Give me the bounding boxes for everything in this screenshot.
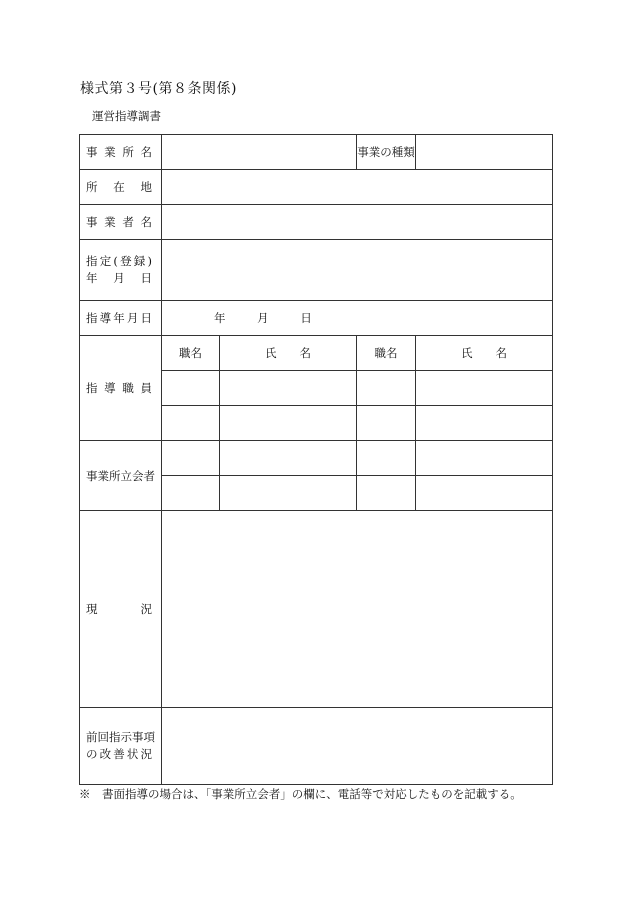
label-location: 所 在 地: [80, 170, 162, 205]
staff-title-cell[interactable]: [162, 406, 220, 441]
staff-col-name-1: 氏 名: [220, 336, 357, 371]
witness-title-cell[interactable]: [162, 476, 220, 511]
witness-name-cell[interactable]: [416, 476, 553, 511]
field-improvement-status[interactable]: [162, 708, 553, 785]
label-improvement-status: 前回指示事項 の 改 善 状 況: [80, 708, 162, 785]
field-service-type[interactable]: [416, 135, 553, 170]
form-number: 様式第３号(第８条関係): [80, 81, 237, 97]
staff-name-cell[interactable]: [220, 406, 357, 441]
field-guidance-date[interactable]: [162, 301, 553, 336]
label-office-name: 事 業 所 名: [80, 135, 162, 170]
guidance-year-unit: 年: [214, 311, 226, 325]
guidance-form-table: [79, 134, 553, 785]
staff-title-cell[interactable]: [357, 371, 416, 406]
label-operator-name: 事 業 者 名: [80, 205, 162, 240]
guidance-month-unit: 月: [257, 311, 269, 325]
staff-col-name-2: 氏 名: [416, 336, 553, 371]
field-current-status[interactable]: [162, 511, 553, 708]
staff-col-title-2: 職名: [357, 336, 416, 371]
staff-name-cell[interactable]: [416, 371, 553, 406]
staff-name-cell[interactable]: [220, 371, 357, 406]
document-title: 運営指導調書: [92, 109, 161, 123]
witness-title-cell[interactable]: [357, 441, 416, 476]
staff-title-cell[interactable]: [357, 406, 416, 441]
guidance-day-unit: 日: [300, 311, 312, 325]
field-operator-name[interactable]: [162, 205, 553, 240]
staff-col-title-1: 職名: [162, 336, 220, 371]
label-service-type: 事業の種類: [357, 135, 416, 170]
label-current-status: 現 況: [80, 511, 162, 708]
label-guidance-date: 指 導 年 月 日: [80, 301, 162, 336]
field-designation-date[interactable]: [162, 240, 553, 301]
label-witness: 事業所立会者: [80, 441, 162, 511]
staff-name-cell[interactable]: [416, 406, 553, 441]
field-location[interactable]: [162, 170, 553, 205]
witness-name-cell[interactable]: [416, 441, 553, 476]
witness-title-cell[interactable]: [357, 476, 416, 511]
field-office-name[interactable]: [162, 135, 357, 170]
label-designation-date: 指 定 ( 登 録 ) 年 月 日: [80, 240, 162, 301]
label-guidance-staff: 指 導 職 員: [80, 336, 162, 441]
witness-title-cell[interactable]: [162, 441, 220, 476]
witness-name-cell[interactable]: [220, 476, 357, 511]
staff-title-cell[interactable]: [162, 371, 220, 406]
footnote: ※ 書面指導の場合は、「事業所立会者」の欄に、電話等で対応したものを記載する。: [79, 787, 522, 801]
witness-name-cell[interactable]: [220, 441, 357, 476]
